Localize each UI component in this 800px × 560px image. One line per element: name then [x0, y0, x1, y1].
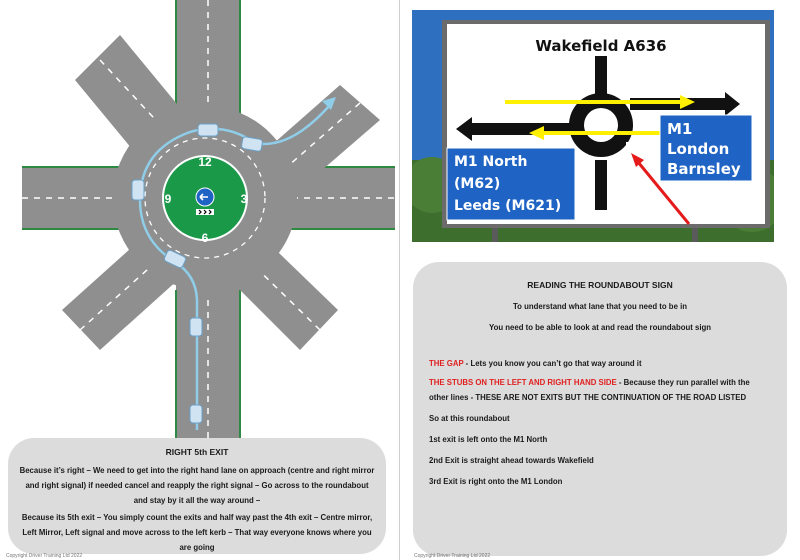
sign-text-m1-north: M1 North	[454, 154, 528, 170]
roundabout-sign-icon	[196, 188, 214, 206]
stubs-text: - Because they run parallel with the other lines - THESE ARE NOT EXITS BUT THE CONTINUATION OF THE ROAD LISTED	[429, 378, 750, 402]
panel-title: RIGHT 5th EXIT	[165, 447, 229, 457]
chevron-marker	[196, 209, 214, 215]
car-icon	[190, 318, 202, 336]
sign-text-london: London	[667, 140, 730, 158]
so-text: So at this roundabout	[429, 414, 510, 423]
copyright-text: Copyright Driver Training Ltd 2022	[6, 553, 83, 559]
right-page	[400, 0, 800, 560]
copyright-text: Copyright Driver Training Ltd 2022	[414, 553, 491, 559]
panel-title: READING THE ROUNDABOUT SIGN	[527, 280, 673, 290]
reading-sign-panel	[413, 262, 787, 556]
roundabout-diagram	[0, 0, 399, 440]
stubs-label: THE STUBS ON THE LEFT AND RIGHT HAND SIDE	[429, 378, 617, 387]
exit-3-text: 3rd Exit is right onto the M1 London	[429, 477, 563, 486]
clock-number-3: 3	[240, 192, 248, 206]
gap-label: THE GAP	[429, 359, 464, 368]
gap-explanation	[429, 356, 771, 371]
sign-text-leeds: Leeds (M621)	[454, 198, 562, 214]
car-icon	[132, 180, 144, 200]
car-icon	[198, 124, 218, 136]
clock-number-12: 12	[198, 155, 212, 169]
panel-line: To understand what lane that you need to be in	[513, 302, 687, 311]
stubs-explanation	[429, 375, 771, 405]
right-fifth-exit-panel	[8, 438, 386, 554]
left-page	[0, 0, 399, 560]
clock-number-6: 6	[201, 231, 209, 245]
roundabout-gap	[626, 142, 636, 154]
roundabout-road-sign-photo	[412, 10, 774, 242]
sign-text-barnsley: Barnsley	[667, 160, 741, 178]
road-south	[176, 280, 240, 440]
car-icon	[190, 405, 202, 423]
clock-number-9: 9	[164, 192, 172, 206]
sign-text-m62: (M62)	[454, 176, 501, 192]
panel-paragraph: Because its 5th exit – You simply count the exits and half way past the 4th exit – Centre mirror, Left Mirror, Left signal and move across to the left kerb – That way everyone knows where you are going	[21, 513, 373, 552]
exit-2-text: 2nd Exit is straight ahead towards Wakefield	[429, 456, 594, 465]
sign-text-m1: M1	[667, 120, 693, 138]
gap-text: - Lets you know you can’t go that way around it	[463, 359, 642, 368]
panel-paragraph: Because it’s right – We need to get into the right hand lane on approach (centre and right mirror and right signal) if needed cancel and reapply the right signal – Go across to the roundabout and stay by it all the way around –	[19, 466, 375, 505]
exit-1-text: 1st exit is left onto the M1 North	[429, 435, 548, 444]
sign-header: Wakefield A636	[535, 37, 667, 55]
panel-line: You need to be able to look at and read the roundabout sign	[488, 323, 712, 332]
